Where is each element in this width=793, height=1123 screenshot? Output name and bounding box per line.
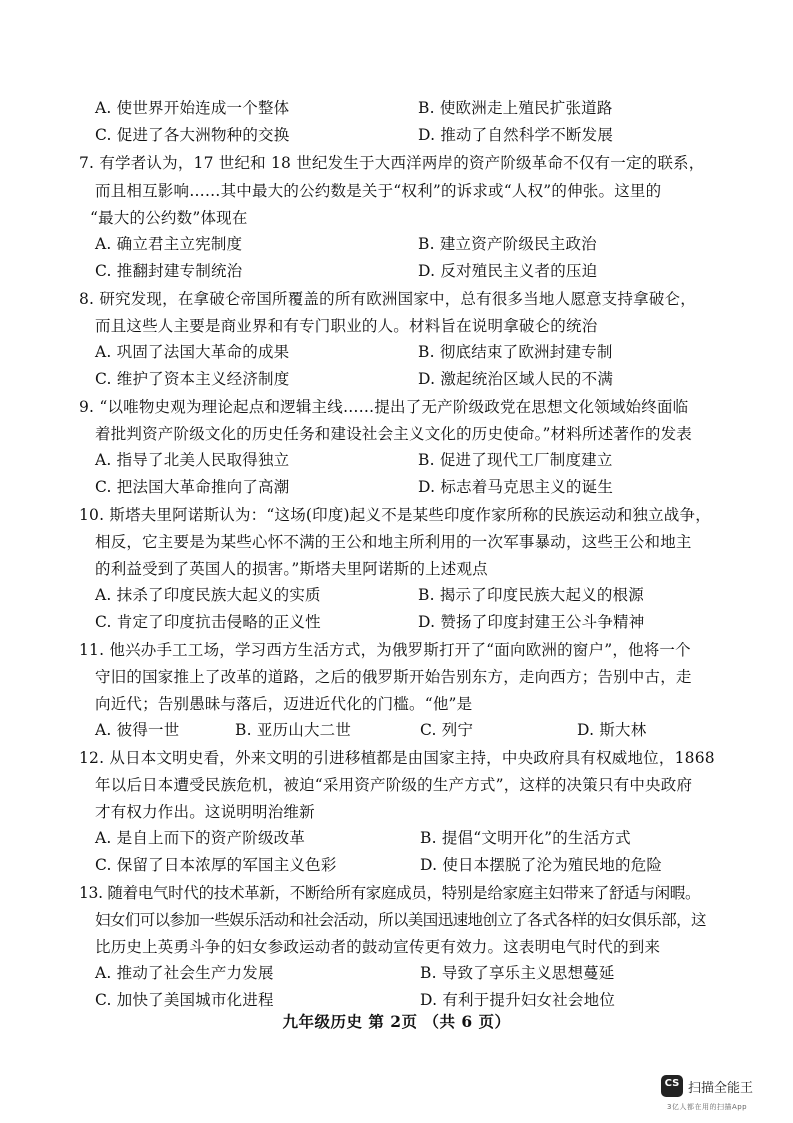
q10-stem-line-1: 10. 斯塔夫里阿诺斯认为：“这场(印度)起义不是某些印度作家所称的民族运动和独立战争， [79, 506, 711, 524]
q12-option-a: A. 是自上而下的资产阶级改革 [95, 829, 306, 847]
q6-option-d: D. 推动了自然科学不断发展 [418, 126, 614, 144]
q11-option-c: C. 列宁 [420, 721, 474, 739]
watermark-subtitle: 3亿人都在用的扫描App [667, 1103, 748, 1111]
q11-stem-line-2: 守旧的国家推上了改革的道路，之后的俄罗斯开始告别东方，走向西方；告别中古，走 [95, 668, 692, 686]
q7-stem-line-2: 而且相互影响……其中最大的公约数是关于“权利”的诉求或“人权”的伸张。这里的 [95, 182, 662, 200]
footer-page-number: 第 2页 [368, 1012, 418, 1031]
q8-stem-line-1: 8. 研究发现，在拿破仑帝国所覆盖的所有欧洲国家中，总有很多当地人愿意支持拿破仑， [79, 290, 696, 308]
footer-subject: 九年级历史 [282, 1012, 363, 1031]
q12-stem-line-3: 才有权力作出。这说明明治维新 [95, 803, 315, 821]
q9-stem-line-2: 着批判资产阶级文化的历史任务和建设社会主义文化的历史使命。”材料所述著作的发表 [95, 425, 692, 443]
q12-option-b: B. 提倡“文明开化”的生活方式 [420, 829, 631, 847]
watermark-title: 扫描全能王 [688, 1081, 754, 1096]
q12-stem-line-1: 12. 从日本文明史看，外来文明的引进移植都是由国家主持，中央政府具有权威地位，1868 [79, 749, 715, 767]
q10-stem-line-3: 的利益受到了英国人的损害。”斯塔夫里阿诺斯的上述观点 [95, 560, 488, 578]
q7-stem-line-3: “最大的公约数”体现在 [90, 209, 248, 227]
q13-stem-line-1: 13. 随着电气时代的技术革新，不断给所有家庭成员，特别是给家庭主妇带来了舒适与闲暇。 [79, 884, 701, 902]
q13-option-c: C. 加快了美国城市化进程 [95, 991, 274, 1009]
q6-option-b: B. 使欧洲走上殖民扩张道路 [418, 99, 613, 117]
q10-option-d: D. 赞扬了印度封建王公斗争精神 [418, 613, 645, 631]
q12-option-c: C. 保留了日本浓厚的军国主义色彩 [95, 856, 337, 874]
q10-option-a: A. 抹杀了印度民族大起义的实质 [95, 586, 321, 604]
q13-stem-line-3: 比历史上英勇斗争的妇女参政运动者的鼓动宣传更有效力。这表明电气时代的到来 [95, 938, 661, 956]
q9-option-b: B. 促进了现代工厂制度建立 [418, 451, 613, 469]
q11-stem-line-3: 向近代；告别愚昧与落后，迈进近代化的门槛。“他”是 [95, 695, 473, 713]
q11-option-a: A. 彼得一世 [95, 721, 180, 739]
q7-option-a: A. 确立君主立宪制度 [95, 235, 243, 253]
q8-stem-line-2: 而且这些人主要是商业界和有专门职业的人。材料旨在说明拿破仑的统治 [95, 317, 598, 335]
q7-option-b: B. 建立资产阶级民主政治 [418, 235, 597, 253]
q9-stem-line-1: 9. “以唯物史观为理论起点和逻辑主线……提出了无产阶级政党在思想文化领域始终面临 [79, 398, 689, 416]
q6-option-c: C. 促进了各大洲物种的交换 [95, 126, 290, 144]
camscanner-logo-text: CS [664, 1078, 680, 1089]
q11-stem-line-1: 11. 他兴办手工工场，学习西方生活方式，为俄罗斯打开了“面向欧洲的窗户”，他将一个 [79, 641, 691, 659]
q7-stem-line-1: 7. 有学者认为，17 世纪和 18 世纪发生于大西洋两岸的资产阶级革命不仅有一定的联系， [79, 154, 705, 172]
q10-option-c: C. 肯定了印度抗击侵略的正义性 [95, 613, 321, 631]
q9-option-a: A. 指导了北美人民取得独立 [95, 451, 290, 469]
q8-option-d: D. 激起统治区域人民的不满 [418, 370, 614, 388]
q11-option-b: B. 亚历山大二世 [235, 721, 352, 739]
q6-option-a: A. 使世界开始连成一个整体 [95, 99, 290, 117]
q13-option-b: B. 导致了享乐主义思想蔓延 [420, 964, 615, 982]
q9-option-c: C. 把法国大革命推向了高潮 [95, 478, 290, 496]
q10-stem-line-2: 相反，它主要是为某些心怀不满的王公和地主所利用的一次军事暴动，这些王公和地主 [95, 533, 692, 551]
footer-total-pages: （共 6 页） [423, 1012, 511, 1031]
q13-option-a: A. 推动了社会生产力发展 [95, 964, 274, 982]
q7-option-d: D. 反对殖民主义者的压迫 [418, 262, 598, 280]
q11-option-d: D. 斯大林 [577, 721, 647, 739]
q8-option-b: B. 彻底结束了欧洲封建专制 [418, 343, 613, 361]
scanner-watermark [661, 1075, 781, 1115]
camscanner-logo-icon [661, 1075, 683, 1097]
q12-option-d: D. 使日本摆脱了沦为殖民地的危险 [420, 856, 663, 874]
q13-stem-line-2: 妇女们可以参加一些娱乐活动和社会活动，所以美国迅速地创立了各式各样的妇女俱乐部，这 [95, 911, 706, 929]
q10-option-b: B. 揭示了印度民族大起义的根源 [418, 586, 644, 604]
q13-option-d: D. 有利于提升妇女社会地位 [420, 991, 616, 1009]
q9-option-d: D. 标志着马克思主义的诞生 [418, 478, 614, 496]
q8-option-a: A. 巩固了法国大革命的成果 [95, 343, 290, 361]
q8-option-c: C. 维护了资本主义经济制度 [95, 370, 290, 388]
q12-stem-line-2: 年以后日本遭受民族危机，被迫“采用资产阶级的生产方式”，这样的决策只有中央政府 [95, 776, 693, 794]
page-footer [0, 1010, 793, 1032]
q7-option-c: C. 推翻封建专制统治 [95, 262, 243, 280]
